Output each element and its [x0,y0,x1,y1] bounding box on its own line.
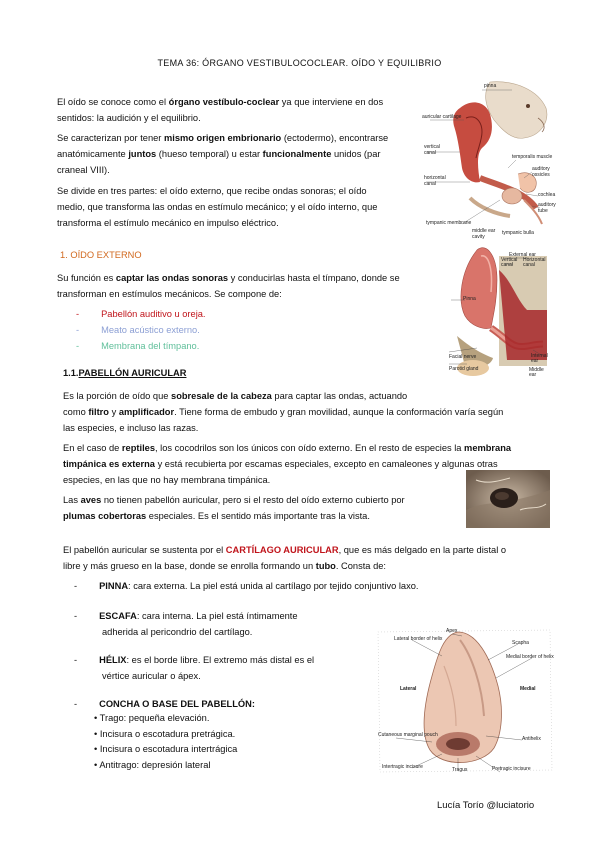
fig1-label: tympanic membrane [426,220,472,226]
concha-item: - CONCHA O BASE DEL PABELLÓN: [74,699,255,709]
list-item: • Antitrago: depresión lateral [94,759,211,770]
fig1-label: middle ear cavity [472,228,496,240]
auricular-cartilage-figure [372,626,556,774]
fig4-label: Tragus [452,767,468,773]
fig1-label: tympanic bulla [502,230,534,236]
fig2-label: Facial nerve [449,354,477,360]
fig4-label: Apex [446,628,458,634]
sub11-paragraph-3: Las aves no tienen pabellón auricular, pero si el resto del oído externo cubierto por plumas cobertoras especiales. Es el sentido más importante tras la vista. [63,495,405,521]
fig1-label: auricular cartilage [422,114,462,120]
fig2-label: Horizontal canal [523,257,546,268]
subsection-heading-pabellon: 1.1.PABELLÓN AURICULAR [63,368,187,378]
fig4-label: Medial [520,686,536,692]
list-item: • Incisura o escotadura pretrágica. [94,728,236,739]
fig2-label: Parotid gland [449,366,479,372]
intro-paragraph-1: El oído se conoce como el órgano vestíbulo-coclear ya que interviene en dos sentidos: la audición y el equilibrio. [57,97,384,123]
intro-paragraph-2: Se caracterizan por tener mismo origen embrionario (ectodermo), encontrarse anatómicamente juntos (hueso temporal) u estar funcionalmente unidos (par craneal VIII). [57,133,389,175]
fig1-label: horizontal canal [424,175,446,187]
dog-ear-anatomy-figure [420,78,556,242]
section1-paragraph: Su función es captar las ondas sonoras y conducirlas hasta el tímpano, donde se transforman en estímulos mecánicos. Se compone de: [57,273,400,299]
fig4-label: Scapha [512,640,529,646]
fig4-label: Medial border of helix [506,654,554,660]
list-item: - Pabellón auditivo u oreja. [76,309,206,319]
fig1-label: auditory ossicles [532,166,550,178]
fig2-label: Middle ear [529,367,544,378]
fig1-label: cochlea [538,192,556,198]
fig4-label: Lateral border of helix [394,636,443,642]
list-item: - Membrana del tímpano. [76,341,200,351]
fig2-label: External ear [509,252,536,258]
pinna-item: - PINNA: cara externa. La piel está unida al cartílago por tejido conjuntivo laxo. [74,581,419,591]
fig2-label: Pinna [463,296,476,302]
concha-bullets [94,711,354,773]
footer-author: Lucía Torío @luciatorio [437,800,535,811]
list-item: • Incisura o escotadura intertrágica [94,744,238,754]
intro-paragraph-3: Se divide en tres partes: el oído externo, que recibe ondas sonoras; el oído medio, que transforma las ondas en estímulo mecánico; y el oído interno, que transforma el estímulo mecánico en impulso eléctrico. [57,186,378,228]
list-item: • Trago: pequeña elevación. [94,713,210,723]
fig4-label: Pretragic incisure [492,766,531,772]
fig2-label: Vertical canal [501,257,518,268]
fig1-label: vertical canal [424,144,440,156]
list-item: - Meato acústico externo. [76,325,200,335]
fig4-label: Antihelix [522,736,541,742]
fig1-label: pinna [484,83,497,89]
fig4-label: Intertragic incisure [382,764,423,770]
bird-ear-photo [466,470,550,528]
escafa-item: - ESCAFA: cara interna. La piel está íntimamente adherida al pericondrio del cartílago. [74,611,298,637]
fig1-label: temporalis muscle [512,154,553,160]
helix-item: - HÉLIX: es el borde libre. El extremo más distal es el vértice auricular o ápex. [74,655,315,681]
component-list [76,306,206,354]
fig2-label: Internal ear [531,353,548,364]
sub11-paragraph-2: En el caso de reptiles, los cocodrilos son los únicos con oído externo. En el resto de especies la membrana timpánica es externa y está recubierta por escamas especiales, excepto en camaleones y algunas otras especies, en las que no hay membrana timpánica. [63,443,512,485]
page-title: TEMA 36: ÓRGANO VESTIBULOCOCLEAR. OÍDO Y EQUILIBRIO [157,58,442,68]
fig4-label: Lateral [400,686,417,692]
sub11-paragraph-1: Es la porción de oído que sobresale de la cabeza para captar las ondas, actuando como filtro y amplificador. Tiene forma de embudo y gran movilidad, aunque la conformación varía según las especies, e incluso las razas. [63,391,504,433]
fig4-label: Cutaneous marginal pouch [378,732,438,738]
sub11-paragraph-4: El pabellón auricular se sustenta por el CARTÍLAGO AURICULAR, que es más delgado en la parte distal o libre y más grueso en la base, donde se enrolla formando un tubo. Consta de: [63,545,507,571]
section-heading-oido-externo: 1. OÍDO EXTERNO [60,250,142,260]
fig1-label: auditory tube [538,202,556,214]
pinna-cross-section-figure [447,240,547,385]
